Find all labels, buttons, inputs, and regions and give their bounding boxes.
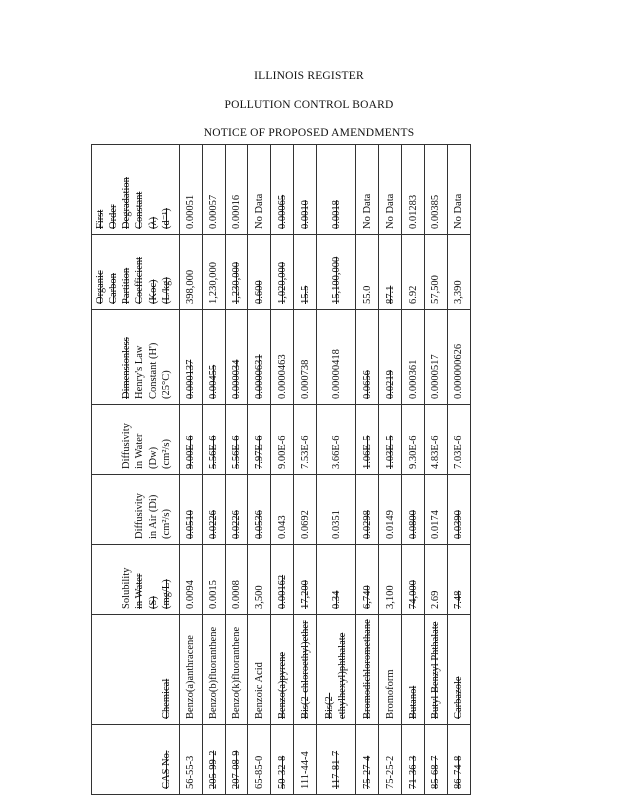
cell-value: 0.00385: [430, 194, 442, 229]
register-title: ILLINOIS REGISTER: [254, 70, 364, 82]
cell-cas: [202, 725, 225, 795]
table-row: [202, 145, 225, 795]
cell-henry: [271, 310, 294, 405]
cell-chemical: [425, 615, 448, 725]
column-header-line: (cm²/s): [160, 509, 172, 539]
cell-value: 0.0010: [299, 200, 311, 229]
cell-value: 74,000: [407, 580, 419, 609]
cell-koc: [402, 235, 425, 310]
cell-value: 2.69: [430, 590, 442, 609]
table-row: [294, 145, 317, 795]
cell-value: 3,500: [253, 585, 265, 609]
column-header-line: (Koc): [147, 279, 159, 304]
table-row: [317, 145, 356, 795]
cell-value: Butyl Benzyl Phthalate: [430, 621, 442, 719]
cell-value: 57,500: [430, 275, 442, 304]
cell-henry: [402, 310, 425, 405]
table-row: [179, 145, 202, 795]
cell-value: 65-85-0: [253, 755, 265, 789]
cell-value: 0.0219: [384, 370, 396, 399]
cell-value: 0.000034: [230, 359, 242, 399]
cell-value: 1,020,000: [276, 262, 288, 304]
cell-dwater: [317, 405, 356, 475]
cell-value: 7.53E-6: [299, 435, 311, 469]
cell-value: 6,740: [361, 585, 373, 609]
cell-value: 0.0656: [361, 370, 373, 399]
table-row: [425, 145, 448, 795]
cell-koc: [447, 235, 470, 310]
cell-value: 1,230,000: [208, 262, 219, 304]
cell-value: 0.00057: [208, 194, 219, 229]
cell-value: 9.00E-6: [276, 435, 288, 469]
column-header-dwater: [92, 405, 180, 475]
table-row: [402, 145, 425, 795]
cell-koc: [225, 235, 248, 310]
cell-henry: [447, 310, 470, 405]
cell-value: 3.66E-6: [330, 435, 342, 469]
table-row: [379, 145, 402, 795]
cell-value: 0.0351: [330, 510, 342, 539]
cell-koc: [379, 235, 402, 310]
column-header-line: in Air (Di): [147, 494, 159, 539]
column-header-line: (S): [147, 596, 159, 609]
notice-title: NOTICE OF PROPOSED AMENDMENTS: [203, 127, 415, 139]
cell-value: 205-99-2: [208, 750, 219, 789]
cell-dwater: [202, 405, 225, 475]
rotated-table-container: [91, 145, 471, 795]
cell-value: 0.01283: [407, 194, 419, 229]
cell-value: 1.03E-5: [384, 435, 396, 469]
cell-cas: [379, 725, 402, 795]
cell-value: 0.00016: [230, 194, 242, 229]
column-header-line: Dimensionless: [121, 337, 133, 399]
cell-decay: [402, 145, 425, 235]
column-header-line: Diffusivity: [121, 423, 133, 469]
cell-cas: [447, 725, 470, 795]
column-header-line: (λ): [147, 216, 159, 229]
table-header-row: [92, 145, 180, 795]
cell-value: 6.92: [407, 285, 419, 304]
cell-value: 9.00E-6: [185, 435, 197, 469]
cell-henry: [248, 310, 271, 405]
cell-chemical: [294, 615, 317, 725]
cell-chemical: [202, 615, 225, 725]
cell-dair: [379, 475, 402, 545]
cell-koc: [271, 235, 294, 310]
cell-value: 0.00065: [276, 194, 288, 229]
cell-cas: [294, 725, 317, 795]
cell-decay: [248, 145, 271, 235]
cell-decay: [379, 145, 402, 235]
column-header-line: Carbon: [108, 273, 120, 304]
column-header-line: Partition: [121, 267, 133, 304]
cell-value: 4.83E-6: [430, 435, 442, 469]
column-header-line: Degradation: [121, 177, 133, 229]
cell-solubility: [379, 545, 402, 615]
cell-value: 398,000: [185, 269, 197, 304]
cell-value: 85-68-7: [430, 755, 442, 789]
cell-dair: [425, 475, 448, 545]
cell-value: Bromoform: [384, 669, 396, 719]
cell-solubility: [294, 545, 317, 615]
cell-value: 75-25-2: [384, 755, 396, 789]
cell-value: 0.0226: [230, 510, 242, 539]
cell-value: 0.000361: [407, 359, 419, 399]
cell-chemical: [248, 615, 271, 725]
cell-henry: [317, 310, 356, 405]
column-header-line: (L/kg): [160, 277, 172, 304]
cell-solubility: [225, 545, 248, 615]
board-title: POLLUTION CONTROL BOARD: [224, 99, 394, 111]
column-header-line: (d⁻¹): [160, 208, 172, 229]
cell-koc: [356, 235, 379, 310]
cell-koc: [317, 235, 356, 310]
cell-value: 75-27-4: [361, 755, 373, 789]
cell-henry: [202, 310, 225, 405]
cell-value: 7.03E-6: [453, 435, 465, 469]
cell-decay: [317, 145, 356, 235]
column-header-label: Chemical: [160, 678, 172, 719]
cell-decay: [356, 145, 379, 235]
cell-value: 0.00162: [276, 574, 288, 609]
cell-value: 0.0298: [361, 510, 373, 539]
cell-value: 111-44-4: [299, 751, 311, 789]
column-header-line: Diffusivity: [134, 493, 146, 539]
cell-value: 207-08-9: [230, 750, 242, 789]
cell-value: 0.0174: [430, 510, 442, 539]
column-header-line: Order: [108, 204, 120, 229]
column-header-line: (mg/L): [160, 579, 172, 609]
cell-value: Bis(2-chloroethyl)ether: [299, 620, 311, 719]
cell-solubility: [179, 545, 202, 615]
cell-decay: [447, 145, 470, 235]
cell-value: 1,230,000: [230, 262, 242, 304]
cell-value: No Data: [453, 193, 465, 229]
cell-value: Carbazole: [453, 676, 465, 719]
cell-value: 15,100,000: [330, 256, 342, 304]
cell-solubility: [447, 545, 470, 615]
cell-value: 117-81-7: [330, 750, 342, 789]
cell-value: 0.000738: [299, 359, 311, 399]
cell-value: 0.600: [253, 280, 265, 304]
cell-value: 0.0390: [453, 510, 465, 539]
cell-value: 1.06E-5: [361, 435, 373, 469]
cell-value: 55.0: [361, 285, 373, 304]
cell-value: 0.0226: [208, 510, 219, 539]
cell-value: 0.0692: [299, 510, 311, 539]
cell-dair: [179, 475, 202, 545]
cell-cas: [179, 725, 202, 795]
cell-solubility: [402, 545, 425, 615]
cell-henry: [225, 310, 248, 405]
cell-dair: [271, 475, 294, 545]
cell-value: 0.0000463: [276, 354, 288, 399]
cell-henry: [356, 310, 379, 405]
cell-cas: [317, 725, 356, 795]
cell-value: Butanol: [407, 685, 419, 719]
cell-chemical: [356, 615, 379, 725]
cell-henry: [179, 310, 202, 405]
column-header-chemical: [92, 615, 180, 725]
cell-chemical: [179, 615, 202, 725]
column-header-line: Coefficient: [134, 256, 146, 304]
cell-dwater: [179, 405, 202, 475]
cell-dwater: [225, 405, 248, 475]
cell-dwater: [248, 405, 271, 475]
cell-value: No Data: [253, 193, 265, 229]
column-header-line: (Dw): [147, 446, 159, 469]
cell-solubility: [248, 545, 271, 615]
cell-value: 3,390: [453, 280, 465, 304]
cell-value: 0.0000631: [253, 354, 265, 399]
cell-value: 3,100: [384, 585, 396, 609]
cell-value: 15.5: [299, 285, 311, 304]
cell-solubility: [271, 545, 294, 615]
cell-chemical: [402, 615, 425, 725]
column-header-line: Organic: [95, 270, 106, 304]
cell-solubility: [202, 545, 225, 615]
column-header-decay: [92, 145, 180, 235]
cell-koc: [202, 235, 225, 310]
cell-value: 5.56E-6: [208, 435, 219, 469]
cell-value: 0.0094: [185, 580, 197, 609]
cell-value: 0.000137: [185, 359, 197, 399]
cell-value: 0.0149: [384, 510, 396, 539]
cell-chemical: [271, 615, 294, 725]
cell-cas: [425, 725, 448, 795]
column-header-line: Constant: [134, 191, 146, 229]
cell-dair: [248, 475, 271, 545]
cell-decay: [202, 145, 225, 235]
cell-value: 0.00051: [185, 194, 197, 229]
cell-dwater: [271, 405, 294, 475]
cell-dair: [225, 475, 248, 545]
cell-dwater: [425, 405, 448, 475]
cell-dwater: [379, 405, 402, 475]
column-header-line: in Water: [134, 573, 146, 609]
column-header-label: CAS No.: [160, 750, 172, 789]
cell-value: 56-55-3: [185, 755, 197, 789]
cell-value: Benzo(b)fluoranthene: [208, 626, 219, 719]
cell-value: 7.97E-6: [253, 435, 265, 469]
cell-cas: [248, 725, 271, 795]
cell-value: 0.0015: [208, 580, 219, 609]
cell-dair: [294, 475, 317, 545]
cell-cas: [356, 725, 379, 795]
cell-value: 0.0018: [330, 200, 342, 229]
cell-solubility: [317, 545, 356, 615]
cell-decay: [271, 145, 294, 235]
column-header-solubility: [92, 545, 180, 615]
cell-solubility: [356, 545, 379, 615]
column-header-henry: [92, 310, 180, 405]
table-row: [447, 145, 470, 795]
cell-value: No Data: [384, 193, 396, 229]
table-row: [248, 145, 271, 795]
cell-dwater: [356, 405, 379, 475]
cell-cas: [402, 725, 425, 795]
column-header-koc: [92, 235, 180, 310]
cell-dwater: [447, 405, 470, 475]
cell-chemical: [225, 615, 248, 725]
cell-decay: [225, 145, 248, 235]
cell-koc: [425, 235, 448, 310]
cell-value: 5.56E-6: [230, 435, 242, 469]
column-header-line: Henry's Law: [134, 345, 146, 399]
column-header-line: First: [95, 209, 106, 229]
cell-cas: [225, 725, 248, 795]
cell-dwater: [402, 405, 425, 475]
cell-value: 0.0536: [253, 510, 265, 539]
cell-value: Bis(2-ethylhexyl)phthalate: [324, 632, 349, 719]
table-row: [271, 145, 294, 795]
cell-value: 0.0800: [407, 510, 419, 539]
cell-value: Bromodichloromethane: [361, 619, 373, 719]
cell-value: 17,200: [299, 580, 311, 609]
cell-koc: [248, 235, 271, 310]
cell-value: 0.00455: [208, 364, 219, 399]
cell-value: Benzo(a)anthracene: [185, 635, 197, 719]
cell-value: Benzo(a)pyrene: [276, 651, 288, 719]
cell-value: 0.0000517: [430, 354, 442, 399]
column-header-line: (25°C): [160, 370, 172, 399]
cell-koc: [179, 235, 202, 310]
cell-chemical: [379, 615, 402, 725]
cell-value: Benzo(k)fluoranthene: [230, 626, 242, 719]
cell-value: 87.1: [384, 285, 396, 304]
cell-dair: [202, 475, 225, 545]
column-header-line: Solubility: [121, 567, 133, 609]
cell-value: 50-32-8: [276, 755, 288, 789]
column-header-line: (cm²/s): [160, 439, 172, 469]
cell-dair: [356, 475, 379, 545]
chemical-properties-table: [91, 144, 471, 795]
cell-value: 71-36-3: [407, 755, 419, 789]
cell-chemical: [317, 615, 356, 725]
cell-value: 0.043: [276, 515, 288, 539]
cell-dair: [447, 475, 470, 545]
column-header-dair: [92, 475, 180, 545]
cell-dair: [317, 475, 356, 545]
cell-solubility: [425, 545, 448, 615]
table-body: [179, 145, 470, 795]
cell-decay: [294, 145, 317, 235]
cell-value: 0.00000418: [330, 349, 342, 399]
cell-value: 9.30E-6: [407, 435, 419, 469]
cell-value: 0.0510: [185, 510, 197, 539]
cell-henry: [379, 310, 402, 405]
cell-dwater: [294, 405, 317, 475]
cell-dair: [402, 475, 425, 545]
cell-value: 0.0008: [230, 580, 242, 609]
cell-henry: [294, 310, 317, 405]
table-row: [225, 145, 248, 795]
cell-koc: [294, 235, 317, 310]
cell-chemical: [447, 615, 470, 725]
cell-cas: [271, 725, 294, 795]
cell-decay: [179, 145, 202, 235]
cell-decay: [425, 145, 448, 235]
column-header-line: Constant (H'): [147, 342, 159, 399]
cell-value: 7.48: [453, 590, 465, 609]
column-header-line: in Water: [134, 433, 146, 469]
cell-value: No Data: [361, 193, 373, 229]
cell-henry: [425, 310, 448, 405]
cell-value: Benzoic Acid: [253, 662, 265, 719]
column-header-cas: [92, 725, 180, 795]
cell-value: 0.34: [330, 590, 342, 609]
cell-value: 86-74-8: [453, 755, 465, 789]
table-row: [356, 145, 379, 795]
cell-value: 0.000000626: [453, 343, 465, 399]
